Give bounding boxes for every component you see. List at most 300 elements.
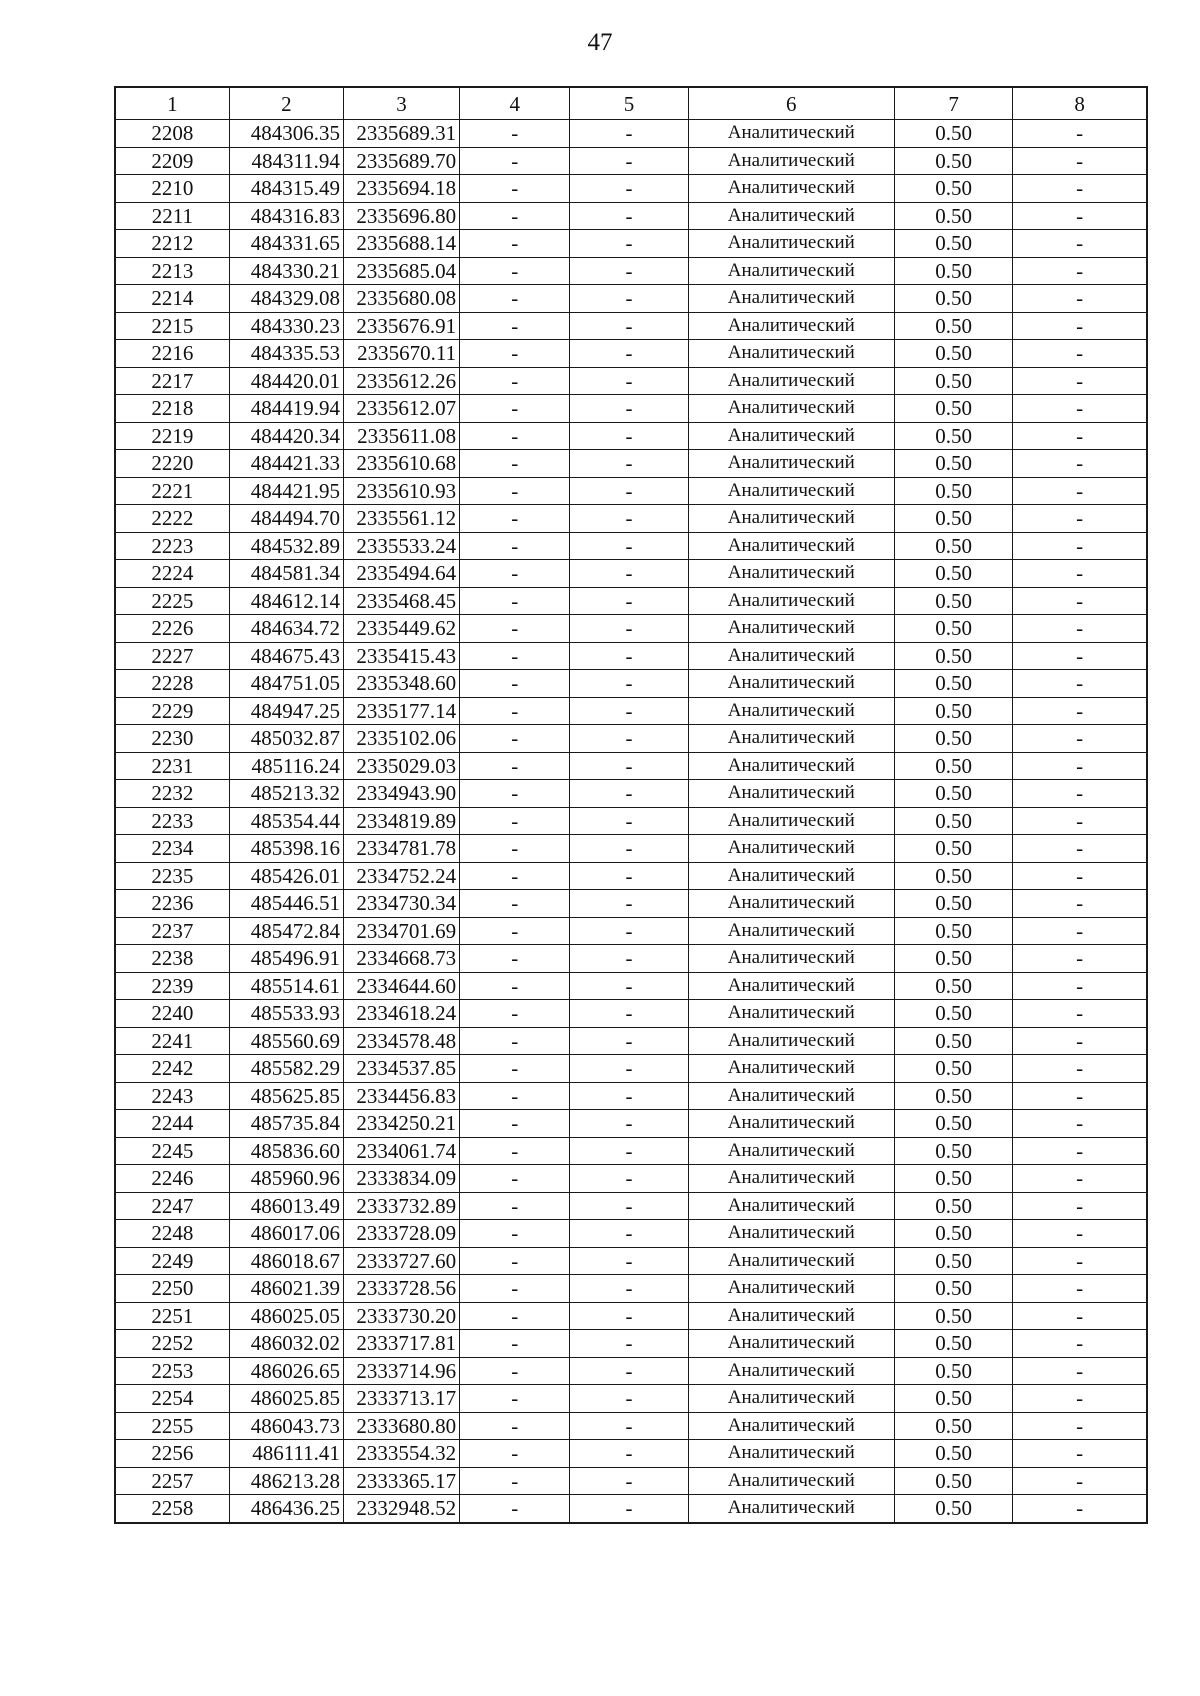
point-number-cell: 2255 — [115, 1412, 229, 1440]
point-number-cell: 2258 — [115, 1495, 229, 1523]
x-coordinate-cell: 484494.70 — [229, 505, 343, 533]
column-8-cell: - — [1013, 1247, 1147, 1275]
column-4-cell: - — [460, 120, 570, 148]
column-4-cell: - — [460, 1467, 570, 1495]
table-body — [115, 120, 1147, 1523]
table-row — [115, 670, 1147, 698]
method-cell: Аналитический — [688, 1192, 894, 1220]
column-8-cell: - — [1013, 1220, 1147, 1248]
column-5-cell: - — [570, 917, 688, 945]
method-cell: Аналитический — [688, 807, 894, 835]
accuracy-cell: 0.50 — [894, 367, 1012, 395]
table-row — [115, 917, 1147, 945]
column-8-cell: - — [1013, 1302, 1147, 1330]
y-coordinate-cell: 2334618.24 — [343, 1000, 459, 1028]
column-8-cell: - — [1013, 312, 1147, 340]
point-number-cell: 2247 — [115, 1192, 229, 1220]
y-coordinate-cell: 2334730.34 — [343, 890, 459, 918]
y-coordinate-cell: 2335696.80 — [343, 202, 459, 230]
y-coordinate-cell: 2334668.73 — [343, 945, 459, 973]
table-row — [115, 1000, 1147, 1028]
column-4-cell: - — [460, 312, 570, 340]
accuracy-cell: 0.50 — [894, 780, 1012, 808]
point-number-cell: 2212 — [115, 230, 229, 258]
column-4-cell: - — [460, 560, 570, 588]
point-number-cell: 2219 — [115, 422, 229, 450]
column-8-cell: - — [1013, 1110, 1147, 1138]
column-8-cell: - — [1013, 202, 1147, 230]
column-8-cell: - — [1013, 807, 1147, 835]
point-number-cell: 2231 — [115, 752, 229, 780]
table-row — [115, 1192, 1147, 1220]
column-4-cell: - — [460, 725, 570, 753]
method-cell: Аналитический — [688, 642, 894, 670]
method-cell: Аналитический — [688, 1385, 894, 1413]
y-coordinate-cell: 2335670.11 — [343, 340, 459, 368]
column-4-cell: - — [460, 1165, 570, 1193]
accuracy-cell: 0.50 — [894, 1027, 1012, 1055]
column-header: 2 — [229, 87, 343, 120]
y-coordinate-cell: 2335415.43 — [343, 642, 459, 670]
table-row — [115, 505, 1147, 533]
column-5-cell: - — [570, 285, 688, 313]
table-row — [115, 1302, 1147, 1330]
column-5-cell: - — [570, 505, 688, 533]
x-coordinate-cell: 486213.28 — [229, 1467, 343, 1495]
point-number-cell: 2221 — [115, 477, 229, 505]
x-coordinate-cell: 485446.51 — [229, 890, 343, 918]
y-coordinate-cell: 2334537.85 — [343, 1055, 459, 1083]
y-coordinate-cell: 2334456.83 — [343, 1082, 459, 1110]
method-cell: Аналитический — [688, 1412, 894, 1440]
column-5-cell: - — [570, 230, 688, 258]
accuracy-cell: 0.50 — [894, 257, 1012, 285]
x-coordinate-cell: 485625.85 — [229, 1082, 343, 1110]
column-5-cell: - — [570, 1082, 688, 1110]
accuracy-cell: 0.50 — [894, 1165, 1012, 1193]
column-5-cell: - — [570, 175, 688, 203]
column-5-cell: - — [570, 1110, 688, 1138]
accuracy-cell: 0.50 — [894, 945, 1012, 973]
y-coordinate-cell: 2334943.90 — [343, 780, 459, 808]
point-number-cell: 2213 — [115, 257, 229, 285]
table-row — [115, 1110, 1147, 1138]
accuracy-cell: 0.50 — [894, 1357, 1012, 1385]
accuracy-cell: 0.50 — [894, 1247, 1012, 1275]
table-row — [115, 1275, 1147, 1303]
y-coordinate-cell: 2333717.81 — [343, 1330, 459, 1358]
table-row — [115, 780, 1147, 808]
method-cell: Аналитический — [688, 780, 894, 808]
y-coordinate-cell: 2333728.56 — [343, 1275, 459, 1303]
column-5-cell: - — [570, 367, 688, 395]
column-5-cell: - — [570, 1467, 688, 1495]
point-number-cell: 2244 — [115, 1110, 229, 1138]
point-number-cell: 2218 — [115, 395, 229, 423]
accuracy-cell: 0.50 — [894, 1055, 1012, 1083]
method-cell: Аналитический — [688, 587, 894, 615]
column-8-cell: - — [1013, 615, 1147, 643]
column-8-cell: - — [1013, 1027, 1147, 1055]
y-coordinate-cell: 2335494.64 — [343, 560, 459, 588]
point-number-cell: 2220 — [115, 450, 229, 478]
column-8-cell: - — [1013, 367, 1147, 395]
x-coordinate-cell: 485426.01 — [229, 862, 343, 890]
method-cell: Аналитический — [688, 1137, 894, 1165]
x-coordinate-cell: 485213.32 — [229, 780, 343, 808]
table-row — [115, 1412, 1147, 1440]
x-coordinate-cell: 484947.25 — [229, 697, 343, 725]
column-8-cell: - — [1013, 505, 1147, 533]
column-5-cell: - — [570, 725, 688, 753]
x-coordinate-cell: 486025.05 — [229, 1302, 343, 1330]
accuracy-cell: 0.50 — [894, 312, 1012, 340]
column-5-cell: - — [570, 560, 688, 588]
x-coordinate-cell: 484330.23 — [229, 312, 343, 340]
accuracy-cell: 0.50 — [894, 697, 1012, 725]
table-row — [115, 642, 1147, 670]
column-4-cell: - — [460, 230, 570, 258]
x-coordinate-cell: 484315.49 — [229, 175, 343, 203]
table-row — [115, 532, 1147, 560]
column-4-cell: - — [460, 1440, 570, 1468]
accuracy-cell: 0.50 — [894, 1137, 1012, 1165]
x-coordinate-cell: 485354.44 — [229, 807, 343, 835]
y-coordinate-cell: 2334819.89 — [343, 807, 459, 835]
table-row — [115, 367, 1147, 395]
column-8-cell: - — [1013, 285, 1147, 313]
y-coordinate-cell: 2335449.62 — [343, 615, 459, 643]
column-5-cell: - — [570, 587, 688, 615]
y-coordinate-cell: 2335561.12 — [343, 505, 459, 533]
method-cell: Аналитический — [688, 120, 894, 148]
column-header: 8 — [1013, 87, 1147, 120]
x-coordinate-cell: 485116.24 — [229, 752, 343, 780]
column-4-cell: - — [460, 945, 570, 973]
column-5-cell: - — [570, 807, 688, 835]
column-8-cell: - — [1013, 1082, 1147, 1110]
column-5-cell: - — [570, 340, 688, 368]
table-row — [115, 725, 1147, 753]
method-cell: Аналитический — [688, 1000, 894, 1028]
accuracy-cell: 0.50 — [894, 120, 1012, 148]
point-number-cell: 2227 — [115, 642, 229, 670]
column-4-cell: - — [460, 670, 570, 698]
method-cell: Аналитический — [688, 917, 894, 945]
table-row — [115, 1137, 1147, 1165]
accuracy-cell: 0.50 — [894, 1220, 1012, 1248]
column-header: 5 — [570, 87, 688, 120]
column-5-cell: - — [570, 532, 688, 560]
column-8-cell: - — [1013, 477, 1147, 505]
x-coordinate-cell: 484420.34 — [229, 422, 343, 450]
column-8-cell: - — [1013, 752, 1147, 780]
y-coordinate-cell: 2333714.96 — [343, 1357, 459, 1385]
y-coordinate-cell: 2333680.80 — [343, 1412, 459, 1440]
y-coordinate-cell: 2335468.45 — [343, 587, 459, 615]
point-number-cell: 2240 — [115, 1000, 229, 1028]
column-5-cell: - — [570, 147, 688, 175]
column-8-cell: - — [1013, 560, 1147, 588]
point-number-cell: 2214 — [115, 285, 229, 313]
x-coordinate-cell: 485514.61 — [229, 972, 343, 1000]
column-8-cell: - — [1013, 1412, 1147, 1440]
y-coordinate-cell: 2335612.26 — [343, 367, 459, 395]
point-number-cell: 2257 — [115, 1467, 229, 1495]
column-8-cell: - — [1013, 862, 1147, 890]
y-coordinate-cell: 2335612.07 — [343, 395, 459, 423]
column-4-cell: - — [460, 477, 570, 505]
column-4-cell: - — [460, 615, 570, 643]
column-5-cell: - — [570, 450, 688, 478]
table-row — [115, 945, 1147, 973]
coordinates-table — [114, 86, 1148, 1524]
method-cell: Аналитический — [688, 1220, 894, 1248]
table-row — [115, 312, 1147, 340]
table-row — [115, 1330, 1147, 1358]
column-4-cell: - — [460, 1302, 570, 1330]
x-coordinate-cell: 484316.83 — [229, 202, 343, 230]
column-4-cell: - — [460, 1027, 570, 1055]
column-header: 1 — [115, 87, 229, 120]
y-coordinate-cell: 2333727.60 — [343, 1247, 459, 1275]
y-coordinate-cell: 2335610.68 — [343, 450, 459, 478]
point-number-cell: 2243 — [115, 1082, 229, 1110]
method-cell: Аналитический — [688, 1055, 894, 1083]
accuracy-cell: 0.50 — [894, 1082, 1012, 1110]
accuracy-cell: 0.50 — [894, 1440, 1012, 1468]
table-row — [115, 862, 1147, 890]
x-coordinate-cell: 485582.29 — [229, 1055, 343, 1083]
method-cell: Аналитический — [688, 1357, 894, 1385]
column-4-cell: - — [460, 147, 570, 175]
accuracy-cell: 0.50 — [894, 450, 1012, 478]
y-coordinate-cell: 2333834.09 — [343, 1165, 459, 1193]
column-4-cell: - — [460, 1000, 570, 1028]
point-number-cell: 2208 — [115, 120, 229, 148]
column-5-cell: - — [570, 697, 688, 725]
point-number-cell: 2230 — [115, 725, 229, 753]
point-number-cell: 2234 — [115, 835, 229, 863]
accuracy-cell: 0.50 — [894, 230, 1012, 258]
method-cell: Аналитический — [688, 1247, 894, 1275]
column-8-cell: - — [1013, 395, 1147, 423]
point-number-cell: 2223 — [115, 532, 229, 560]
x-coordinate-cell: 486017.06 — [229, 1220, 343, 1248]
column-5-cell: - — [570, 615, 688, 643]
table-row — [115, 422, 1147, 450]
point-number-cell: 2217 — [115, 367, 229, 395]
point-number-cell: 2253 — [115, 1357, 229, 1385]
accuracy-cell: 0.50 — [894, 285, 1012, 313]
point-number-cell: 2216 — [115, 340, 229, 368]
column-8-cell: - — [1013, 120, 1147, 148]
page-number: 47 — [587, 29, 613, 56]
accuracy-cell: 0.50 — [894, 1110, 1012, 1138]
point-number-cell: 2250 — [115, 1275, 229, 1303]
accuracy-cell: 0.50 — [894, 1275, 1012, 1303]
x-coordinate-cell: 485032.87 — [229, 725, 343, 753]
point-number-cell: 2225 — [115, 587, 229, 615]
x-coordinate-cell: 485735.84 — [229, 1110, 343, 1138]
table-row — [115, 147, 1147, 175]
x-coordinate-cell: 486043.73 — [229, 1412, 343, 1440]
column-4-cell: - — [460, 642, 570, 670]
column-8-cell: - — [1013, 945, 1147, 973]
accuracy-cell: 0.50 — [894, 642, 1012, 670]
column-5-cell: - — [570, 1412, 688, 1440]
point-number-cell: 2236 — [115, 890, 229, 918]
table-row — [115, 120, 1147, 148]
column-4-cell: - — [460, 1385, 570, 1413]
x-coordinate-cell: 484311.94 — [229, 147, 343, 175]
accuracy-cell: 0.50 — [894, 202, 1012, 230]
method-cell: Аналитический — [688, 752, 894, 780]
column-5-cell: - — [570, 972, 688, 1000]
point-number-cell: 2211 — [115, 202, 229, 230]
method-cell: Аналитический — [688, 230, 894, 258]
table-header-row — [115, 87, 1147, 120]
point-number-cell: 2239 — [115, 972, 229, 1000]
method-cell: Аналитический — [688, 1027, 894, 1055]
column-5-cell: - — [570, 945, 688, 973]
method-cell: Аналитический — [688, 560, 894, 588]
column-8-cell: - — [1013, 1192, 1147, 1220]
method-cell: Аналитический — [688, 835, 894, 863]
method-cell: Аналитический — [688, 477, 894, 505]
y-coordinate-cell: 2335685.04 — [343, 257, 459, 285]
accuracy-cell: 0.50 — [894, 532, 1012, 560]
accuracy-cell: 0.50 — [894, 1000, 1012, 1028]
x-coordinate-cell: 484421.33 — [229, 450, 343, 478]
accuracy-cell: 0.50 — [894, 175, 1012, 203]
column-5-cell: - — [570, 1220, 688, 1248]
x-coordinate-cell: 486025.85 — [229, 1385, 343, 1413]
table-row — [115, 395, 1147, 423]
method-cell: Аналитический — [688, 1302, 894, 1330]
y-coordinate-cell: 2334701.69 — [343, 917, 459, 945]
method-cell: Аналитический — [688, 1110, 894, 1138]
method-cell: Аналитический — [688, 312, 894, 340]
column-5-cell: - — [570, 1027, 688, 1055]
column-8-cell: - — [1013, 1055, 1147, 1083]
column-4-cell: - — [460, 1412, 570, 1440]
point-number-cell: 2256 — [115, 1440, 229, 1468]
column-8-cell: - — [1013, 972, 1147, 1000]
column-8-cell: - — [1013, 175, 1147, 203]
point-number-cell: 2252 — [115, 1330, 229, 1358]
column-4-cell: - — [460, 532, 570, 560]
table-row — [115, 477, 1147, 505]
column-8-cell: - — [1013, 1275, 1147, 1303]
table-row — [115, 1055, 1147, 1083]
y-coordinate-cell: 2335029.03 — [343, 752, 459, 780]
x-coordinate-cell: 484751.05 — [229, 670, 343, 698]
x-coordinate-cell: 485560.69 — [229, 1027, 343, 1055]
method-cell: Аналитический — [688, 1495, 894, 1523]
x-coordinate-cell: 486111.41 — [229, 1440, 343, 1468]
column-4-cell: - — [460, 505, 570, 533]
accuracy-cell: 0.50 — [894, 807, 1012, 835]
y-coordinate-cell: 2335177.14 — [343, 697, 459, 725]
accuracy-cell: 0.50 — [894, 752, 1012, 780]
table-row — [115, 1440, 1147, 1468]
column-8-cell: - — [1013, 1330, 1147, 1358]
table-row — [115, 1247, 1147, 1275]
method-cell: Аналитический — [688, 367, 894, 395]
accuracy-cell: 0.50 — [894, 917, 1012, 945]
x-coordinate-cell: 485533.93 — [229, 1000, 343, 1028]
x-coordinate-cell: 484581.34 — [229, 560, 343, 588]
accuracy-cell: 0.50 — [894, 395, 1012, 423]
x-coordinate-cell: 485472.84 — [229, 917, 343, 945]
table-row — [115, 175, 1147, 203]
column-4-cell: - — [460, 1357, 570, 1385]
column-header: 7 — [894, 87, 1012, 120]
column-4-cell: - — [460, 1330, 570, 1358]
accuracy-cell: 0.50 — [894, 422, 1012, 450]
y-coordinate-cell: 2333365.17 — [343, 1467, 459, 1495]
column-4-cell: - — [460, 257, 570, 285]
x-coordinate-cell: 486018.67 — [229, 1247, 343, 1275]
x-coordinate-cell: 486013.49 — [229, 1192, 343, 1220]
table-row — [115, 560, 1147, 588]
method-cell: Аналитический — [688, 615, 894, 643]
column-5-cell: - — [570, 670, 688, 698]
column-4-cell: - — [460, 1192, 570, 1220]
table-row — [115, 752, 1147, 780]
column-4-cell: - — [460, 807, 570, 835]
accuracy-cell: 0.50 — [894, 340, 1012, 368]
x-coordinate-cell: 484331.65 — [229, 230, 343, 258]
accuracy-cell: 0.50 — [894, 972, 1012, 1000]
column-4-cell: - — [460, 367, 570, 395]
method-cell: Аналитический — [688, 1330, 894, 1358]
column-4-cell: - — [460, 422, 570, 450]
y-coordinate-cell: 2333730.20 — [343, 1302, 459, 1330]
point-number-cell: 2209 — [115, 147, 229, 175]
column-4-cell: - — [460, 917, 570, 945]
x-coordinate-cell: 484306.35 — [229, 120, 343, 148]
method-cell: Аналитический — [688, 697, 894, 725]
method-cell: Аналитический — [688, 257, 894, 285]
column-5-cell: - — [570, 1165, 688, 1193]
y-coordinate-cell: 2334061.74 — [343, 1137, 459, 1165]
column-5-cell: - — [570, 1495, 688, 1523]
column-8-cell: - — [1013, 1385, 1147, 1413]
column-8-cell: - — [1013, 697, 1147, 725]
column-4-cell: - — [460, 1082, 570, 1110]
column-4-cell: - — [460, 780, 570, 808]
accuracy-cell: 0.50 — [894, 1385, 1012, 1413]
table-row — [115, 807, 1147, 835]
column-4-cell: - — [460, 862, 570, 890]
point-number-cell: 2229 — [115, 697, 229, 725]
point-number-cell: 2222 — [115, 505, 229, 533]
table-row — [115, 1220, 1147, 1248]
column-5-cell: - — [570, 862, 688, 890]
method-cell: Аналитический — [688, 972, 894, 1000]
table-row — [115, 257, 1147, 285]
y-coordinate-cell: 2335610.93 — [343, 477, 459, 505]
method-cell: Аналитический — [688, 505, 894, 533]
column-header: 3 — [343, 87, 459, 120]
accuracy-cell: 0.50 — [894, 1412, 1012, 1440]
y-coordinate-cell: 2333554.32 — [343, 1440, 459, 1468]
column-4-cell: - — [460, 340, 570, 368]
column-5-cell: - — [570, 1000, 688, 1028]
point-number-cell: 2245 — [115, 1137, 229, 1165]
